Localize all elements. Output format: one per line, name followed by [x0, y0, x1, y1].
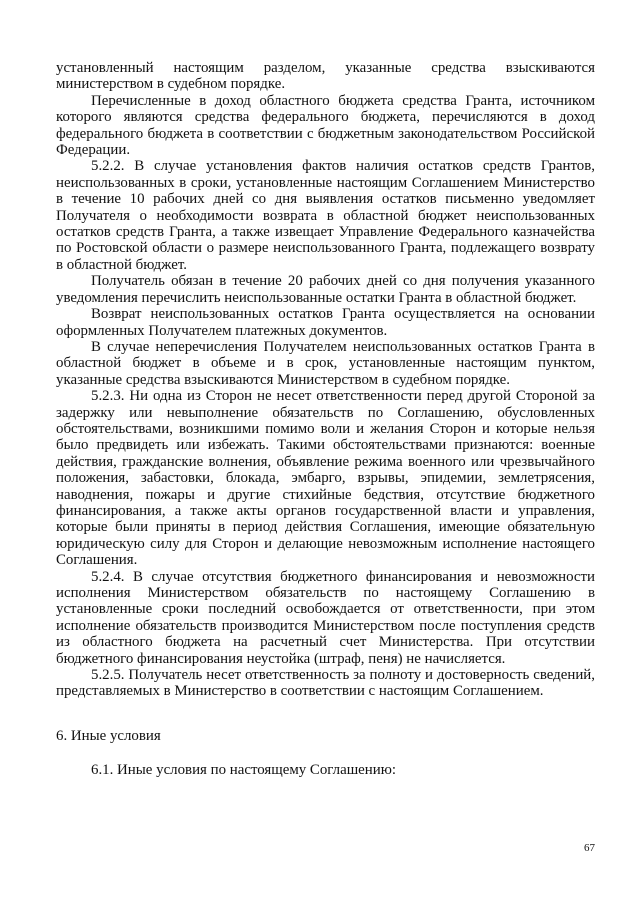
paragraph-5-2-5: 5.2.5. Получатель несет ответственность за полноту и достоверность сведений, представляемых в Министерство в соответствии с настоящим Соглашением.	[56, 667, 595, 700]
paragraph-federal-budget-return: Перечисленные в доход областного бюджета средства Гранта, источником которого являются средства федерального бюджета, перечисляются в доход федерального бюджета в соответствии с бюджетным законодательством Российской Федерации.	[56, 92, 595, 159]
page-number: 67	[584, 842, 595, 854]
paragraph-continuation: установленный настоящим разделом, указанные средства взыскиваются министерством в судебном порядке.	[56, 60, 595, 93]
paragraph-5-2-4: 5.2.4. В случае отсутствия бюджетного финансирования и невозможности исполнения Министерством обязательств по настоящему Соглашению в установленные сроки последний освобождается от ответственности, при этом исполнение обязательств производится Министерством после поступления средств из областного бюджета на расчетный счет Министерства. При отсутствии бюджетного финансирования неустойка (штраф, пеня) не начисляется.	[56, 568, 595, 667]
paragraph-5-2-2: 5.2.2. В случае установления фактов наличия остатков средств Грантов, неиспользованных в сроки, установленные настоящим Соглашением Министерство в течение 10 рабочих дней со дня выявления остатков письменно уведомляет Получателя о необходимости возврата в областной бюджет неиспользованных остатков средств Гранта, а также извещает Управление Федерального казначейства по Ростовской области о размере неиспользованного Гранта, подлежащего возврату в областной бюджет.	[56, 158, 595, 273]
paragraph-recipient-obligation: Получатель обязан в течение 20 рабочих дней со дня получения указанного уведомления перечислить неиспользованные остатки Гранта в областной бюджет.	[56, 273, 595, 306]
section-heading: 6. Иные условия	[56, 727, 161, 744]
document-page	[56, 60, 595, 779]
clause-6-1: 6.1. Иные условия по настоящему Соглашению:	[91, 762, 396, 779]
paragraph-non-transfer: В случае неперечисления Получателем неиспользованных остатков Гранта в областной бюджет в объеме и в срок, установленные настоящим пунктом, указанные средства взыскиваются Министерством в судебном порядке.	[56, 338, 595, 388]
paragraph-return-basis: Возврат неиспользованных остатков Гранта осуществляется на основании оформленных Получателем платежных документов.	[56, 306, 595, 339]
paragraph-5-2-3: 5.2.3. Ни одна из Сторон не несет ответственности перед другой Стороной за задержку или невыполнение обязательств по Соглашению, обусловленных обстоятельствами, возникшими помимо воли и желания Сторон и которые нельзя было предвидеть или избежать. Такими обстоятельствами признаются: военные действия, гражданские волнения, объявление режима военного или чрезвычайного положения, забастовки, блокада, эмбарго, взрывы, эпидемии, землетрясения, наводнения, пожары и другие стихийные бедствия, отсутствие бюджетного финансирования, а также акты органов государственной власти и управления, которые были приняты в период действия Соглашения, имеющие обязательную юридическую силу для Сторон и делающие невозможным исполнение настоящего Соглашения.	[56, 388, 595, 569]
